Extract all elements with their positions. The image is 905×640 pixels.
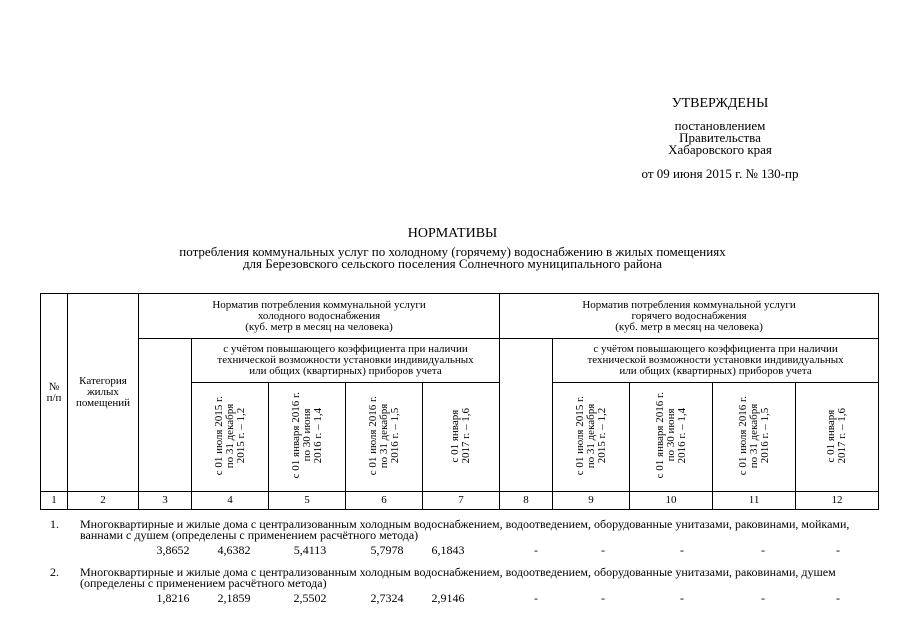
data-rows <box>40 519 878 615</box>
value-cell: 2,9146 <box>431 591 465 605</box>
cold-period-2: с 01 января 2016 г. по 30 июня 2016 г. – 1,4 <box>269 383 346 492</box>
document-subtitle <box>0 246 905 270</box>
category-row <box>40 567 878 589</box>
column-number: 11 <box>713 492 796 510</box>
document-title: НОРМАТИВЫ <box>407 226 498 241</box>
approval-line: Хабаровского края <box>668 142 772 157</box>
subtitle-line: для Березовского сельского поселения Солнечного муниципального района <box>242 256 663 271</box>
value-cell: 6,1843 <box>431 543 465 557</box>
cold-water-header: Норматив потребления коммунальной услуги холодного водоснабжения (куб. метр в месяц на человека) <box>139 294 500 339</box>
hot-period-1: с 01 июля 2015 г. по 31 декабря 2015 г. – 1,2 <box>553 383 630 492</box>
value-cell: - <box>761 543 765 557</box>
value-cell: 1,8216 <box>156 591 190 605</box>
value-cell: - <box>534 543 538 557</box>
approval-head: УТВЕРЖДЕНЫ <box>671 96 769 111</box>
cold-period-1: с 01 июля 2015 г. по 31 декабря 2015 г. – 1,2 <box>192 383 269 492</box>
value-cell: 5,7978 <box>370 543 404 557</box>
value-cell: - <box>836 591 840 605</box>
category-row <box>40 519 878 541</box>
value-cell: - <box>680 591 684 605</box>
value-cell: 4,6382 <box>217 543 251 557</box>
value-cell: - <box>601 591 605 605</box>
subtitle-line: потребления коммунальных услуг по холодному (горячему) водоснабжению в жилых помещениях <box>179 244 726 259</box>
approval-line: постановлением <box>674 118 766 133</box>
cold-period-4: с 01 января 2017 г. – 1,6 <box>423 383 500 492</box>
value-cell: - <box>601 543 605 557</box>
value-cell: - <box>534 591 538 605</box>
col-category-header: Категория жилых помещений <box>68 294 139 492</box>
column-number: 2 <box>68 492 139 510</box>
values-row <box>40 593 878 609</box>
row-text: Многоквартирные и жилые дома с централизованным холодным водоснабжением, водоотведением, оборудованные унитазами, раковинами, душем (определены с применением расчётного метода) <box>80 565 836 590</box>
column-number: 9 <box>553 492 630 510</box>
column-number: 5 <box>269 492 346 510</box>
value-cell: - <box>836 543 840 557</box>
row-text: Многоквартирные и жилые дома с централизованным холодным водоснабжением, водоотведением, оборудованные унитазами, раковинами, мойками, ваннами с душем (определены с применением расчётного метода) <box>80 517 850 542</box>
approval-line: от 09 июня 2015 г. № 130-пр <box>641 166 799 181</box>
hot-water-header: Норматив потребления коммунальной услуги горячего водоснабжения (куб. метр в месяц на человека) <box>500 294 879 339</box>
column-number: 6 <box>346 492 423 510</box>
row-number: 2. <box>50 565 59 579</box>
hot-coef-header: с учётом повышающего коэффициента при наличии технической возможности установки индивидуальных или общих (квартирных) приборов учета <box>553 339 879 383</box>
row-number: 1. <box>50 517 59 531</box>
column-number: 7 <box>423 492 500 510</box>
value-cell: 5,4113 <box>293 543 327 557</box>
value-cell: 2,7324 <box>370 591 404 605</box>
column-number: 3 <box>139 492 192 510</box>
cold-base-cell <box>139 339 192 492</box>
value-cell: - <box>761 591 765 605</box>
column-number: 10 <box>630 492 713 510</box>
column-numbers-row <box>41 492 879 510</box>
column-number: 8 <box>500 492 553 510</box>
hot-period-4: с 01 января 2017 г. – 1,6 <box>796 383 879 492</box>
approval-line: Правительства <box>679 130 761 145</box>
hot-base-cell <box>500 339 553 492</box>
value-cell: 3,8652 <box>156 543 190 557</box>
column-number: 1 <box>41 492 68 510</box>
norms-table <box>40 293 879 510</box>
value-cell: 2,1859 <box>217 591 251 605</box>
approval-block <box>600 98 840 180</box>
cold-period-3: с 01 июля 2016 г. по 31 декабря 2016 г. – 1,5 <box>346 383 423 492</box>
values-row <box>40 545 878 561</box>
value-cell: 2,5502 <box>293 591 327 605</box>
value-cell: - <box>680 543 684 557</box>
col-number-header: № п/п <box>41 294 68 492</box>
column-number: 12 <box>796 492 879 510</box>
hot-period-3: с 01 июля 2016 г. по 31 декабря 2016 г. – 1,5 <box>713 383 796 492</box>
column-number: 4 <box>192 492 269 510</box>
cold-coef-header: с учётом повышающего коэффициента при наличии технической возможности установки индивидуальных или общих (квартирных) приборов учета <box>192 339 500 383</box>
hot-period-2: с 01 января 2016 г. по 30 июня 2016 г. – 1,4 <box>630 383 713 492</box>
